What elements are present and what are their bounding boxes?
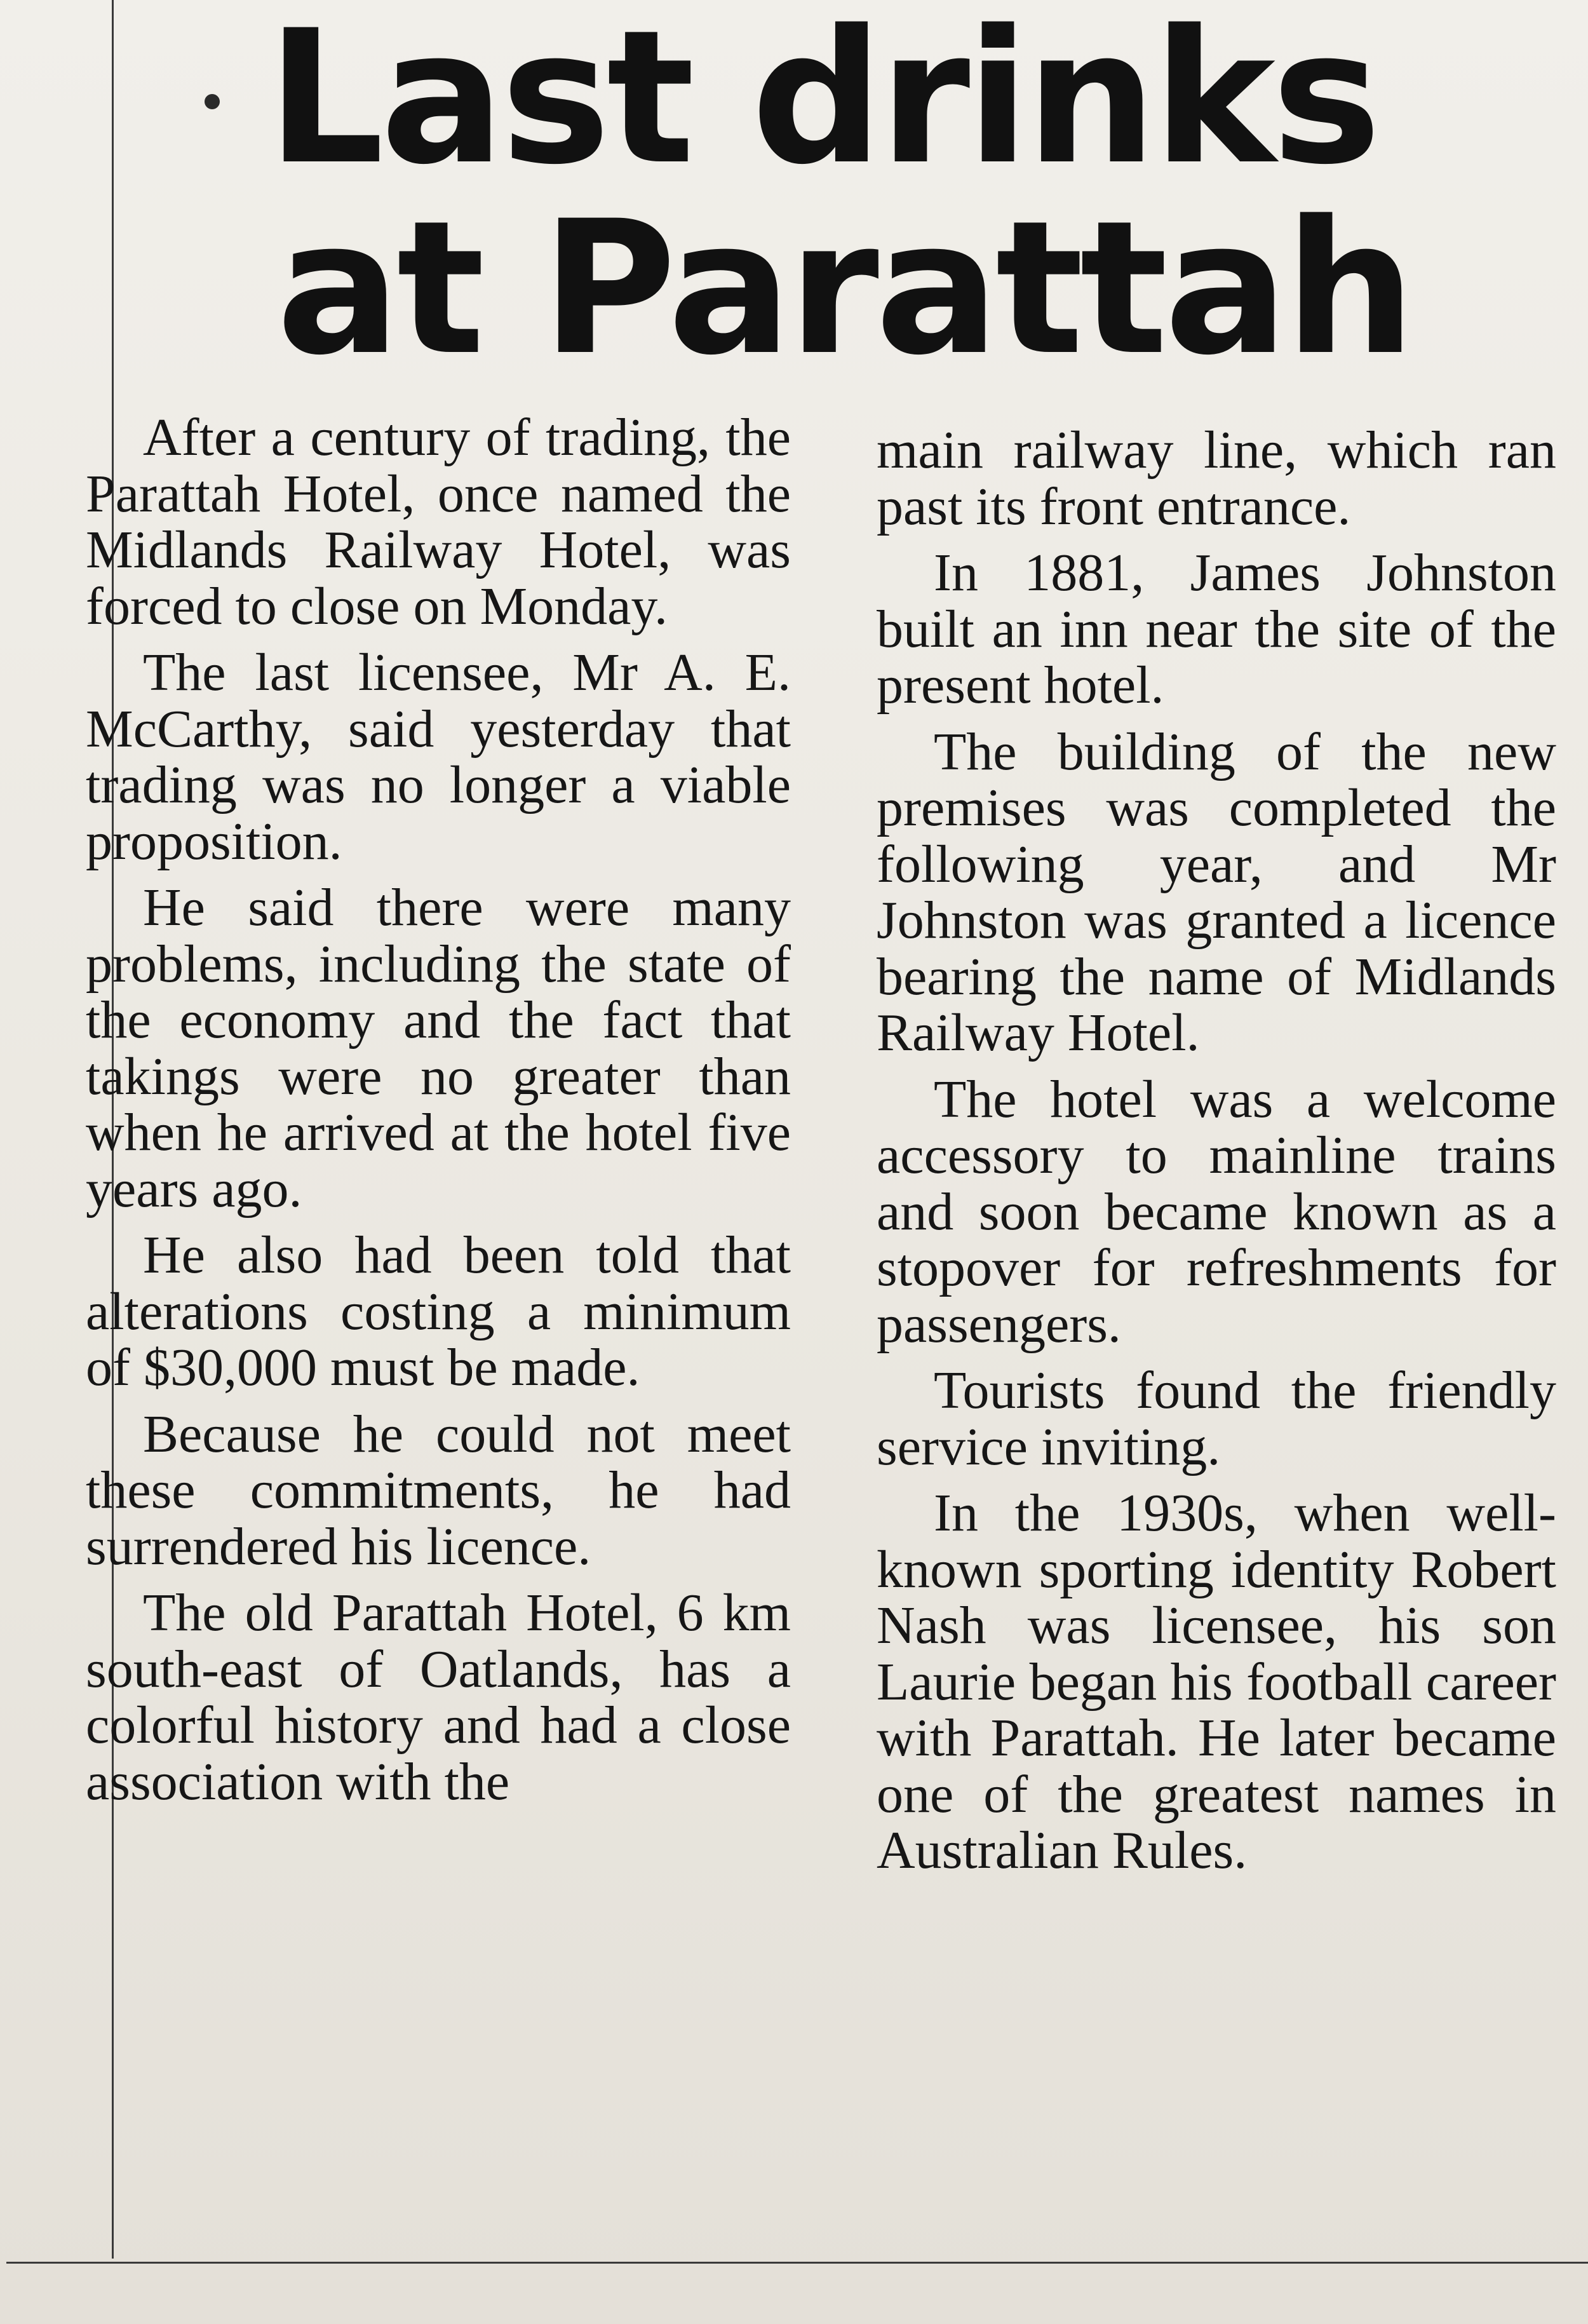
headline-bullet [205,94,220,109]
paragraph: He said there were many problems, including the state of the economy and the fact that takings were no greater than when he arrived at the hotel five years ago. [86,878,791,1219]
paragraph: The hotel was a welcome accessory to mainline trains and soon became known as a stopover for refreshments for passengers. [877,1069,1556,1354]
headline-line-2: at Parattah [276,182,1412,396]
paragraph: He also had been told that alterations costing a minimum of $30,000 must be made. [86,1226,791,1397]
article-column-left [86,410,791,1820]
paragraph: In 1881, James Johnston built an inn near the site of the present hotel. [877,543,1556,715]
paragraph-continued: main railway line, which ran past its front entrance. [877,421,1556,536]
bottom-rule [6,2262,1588,2264]
paragraph: The old Parattah Hotel, 6 km south-east of Oatlands, has a colorful history and had a close association with the [86,1583,791,1811]
paragraph: After a century of trading, the Parattah Hotel, once named the Midlands Railway Hotel, was forced to close on Monday. [86,408,791,636]
paragraph: Because he could not meet these commitments, he had surrendered his licence. [86,1404,791,1576]
paragraph: In the 1930s, when well-known sporting identity Robert Nash was licensee, his son Laurie began his football career with Parattah. He later became one of the greatest names in Australian Rules. [877,1483,1556,1880]
paragraph: The last licensee, Mr A. E. McCarthy, said yesterday that trading was no longer a viable proposition. [86,643,791,871]
article-column-right [877,422,1556,1889]
headline-line-1: Last drinks [267,0,1378,205]
paragraph: The building of the new premises was completed the following year, and Mr Johnston was granted a licence bearing the name of Midlands Railway Hotel. [877,722,1556,1062]
headline [267,0,1499,396]
paragraph: Tourists found the friendly service inviting. [877,1361,1556,1476]
